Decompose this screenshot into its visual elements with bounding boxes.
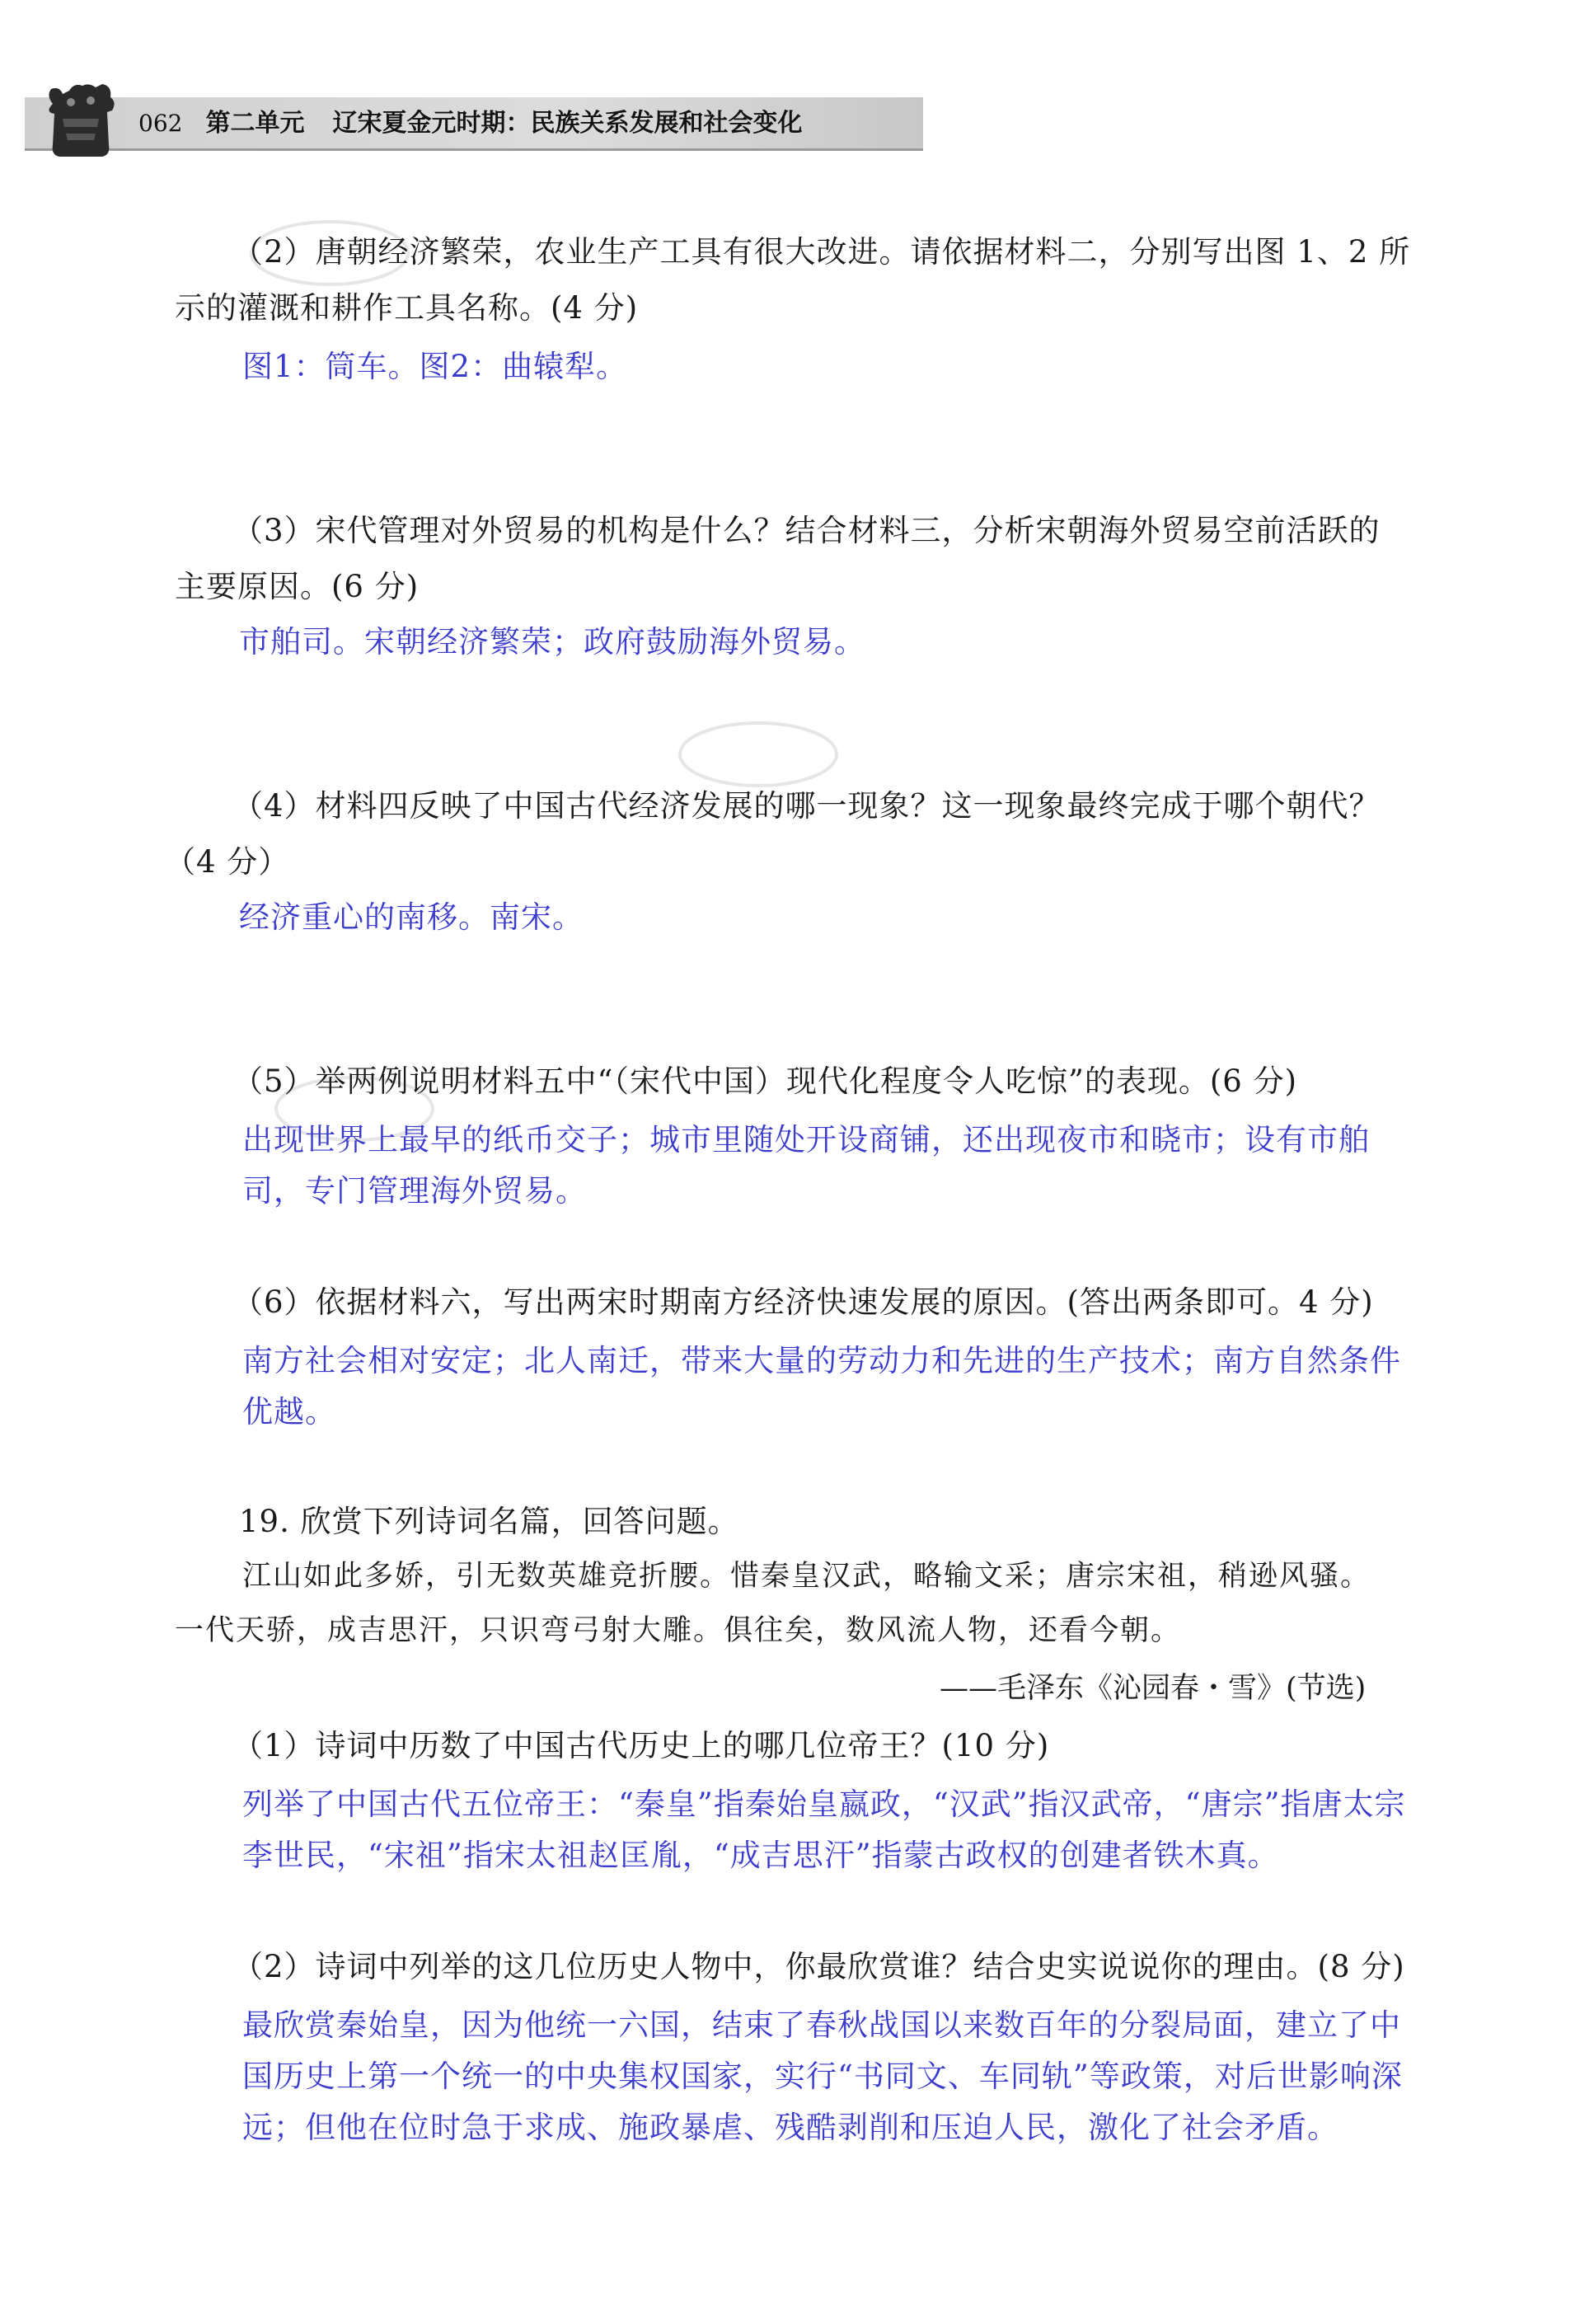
- question-2-line-1: （2）唐朝经济繁荣，农业生产工具有很大改进。请依据材料二，分别写出图 1、2 所: [232, 234, 1411, 270]
- answer-2: 图1：筒车。图2：曲辕犁。: [242, 349, 628, 384]
- poem-line-1: 江山如此多娇，引无数英雄竞折腰。惜秦皇汉武，略输文采；唐宗宋祖，稍逊风骚。: [242, 1560, 1371, 1593]
- question-4-line-1: （4）材料四反映了中国古代经济发展的哪一现象？这一现象最终完成于哪个朝代？: [232, 788, 1381, 824]
- answer-19-1-line-1: 列举了中国古代五位帝王：“秦皇”指秦始皇嬴政，“汉武”指汉武帝，“唐宗”指唐太宗: [242, 1786, 1406, 1822]
- question-3-line-1: （3）宋代管理对外贸易的机构是什么？结合材料三，分析宋朝海外贸易空前活跃的: [232, 513, 1381, 548]
- unit-title: 辽宋夏金元时期：民族关系发展和社会变化: [332, 109, 803, 138]
- question-19-2: （2）诗词中列举的这几位历史人物中，你最欣赏谁？结合史实说说你的理由。(8 分): [232, 1949, 1405, 1984]
- question-2-line-2: 示的灌溉和耕作工具名称。(4 分): [175, 290, 639, 326]
- question-6-line-1: （6）依据材料六，写出两宋时期南方经济快速发展的原因。(答出两条即可。4 分): [232, 1284, 1374, 1320]
- question-4-line-2: （4 分）: [165, 844, 290, 880]
- answer-19-2-line-3: 远；但他在位时急于求成、施政暴虐、残酷剥削和压迫人民，激化了社会矛盾。: [242, 2110, 1338, 2145]
- unit-label: 第二单元: [205, 109, 305, 138]
- answer-19-2-line-1: 最欣赏秦始皇，因为他统一六国，结束了春秋战国以来数百年的分裂局面，建立了中: [242, 2007, 1401, 2043]
- running-header: [138, 104, 802, 143]
- answer-3: 市舶司。宋朝经济繁荣；政府鼓励海外贸易。: [239, 624, 865, 660]
- answer-5-line-2: 司，专门管理海外贸易。: [242, 1173, 587, 1209]
- question-19-stem: 19. 欣赏下列诗词名篇，回答问题。: [239, 1504, 739, 1539]
- question-5-line-1: （5）举两例说明材料五中“（宋代中国）现代化程度令人吃惊”的表现。(6 分): [232, 1063, 1298, 1099]
- page-number: 062: [138, 110, 183, 137]
- answer-6-line-1: 南方社会相对安定；北人南迁，带来大量的劳动力和先进的生产技术；南方自然条件: [242, 1343, 1401, 1378]
- poem-citation: ——毛泽东《沁园春・雪》(节选): [940, 1672, 1367, 1705]
- question-3-line-2: 主要原因。(6 分): [175, 569, 420, 604]
- answer-6-line-2: 优越。: [242, 1394, 336, 1430]
- bronze-vessel-logo-icon: [38, 79, 124, 160]
- answer-19-2-line-2: 国历史上第一个统一的中央集权国家，实行“书同文、车同轨”等政策，对后世影响深: [242, 2059, 1403, 2094]
- answer-19-1-line-2: 李世民，“宋祖”指宋太祖赵匡胤，“成吉思汗”指蒙古政权的创建者铁木真。: [242, 1838, 1279, 1873]
- answer-5-line-1: 出现世界上最早的纸币交子；城市里随处开设商铺，还出现夜市和晓市；设有市舶: [242, 1122, 1370, 1157]
- question-19-1: （1）诗词中历数了中国古代历史上的哪几位帝王？(10 分): [232, 1728, 1050, 1763]
- answer-4: 经济重心的南移。南宋。: [239, 899, 584, 935]
- poem-line-2: 一代天骄，成吉思汗，只识弯弓射大雕。俱往矣，数风流人物，还看今朝。: [175, 1614, 1182, 1647]
